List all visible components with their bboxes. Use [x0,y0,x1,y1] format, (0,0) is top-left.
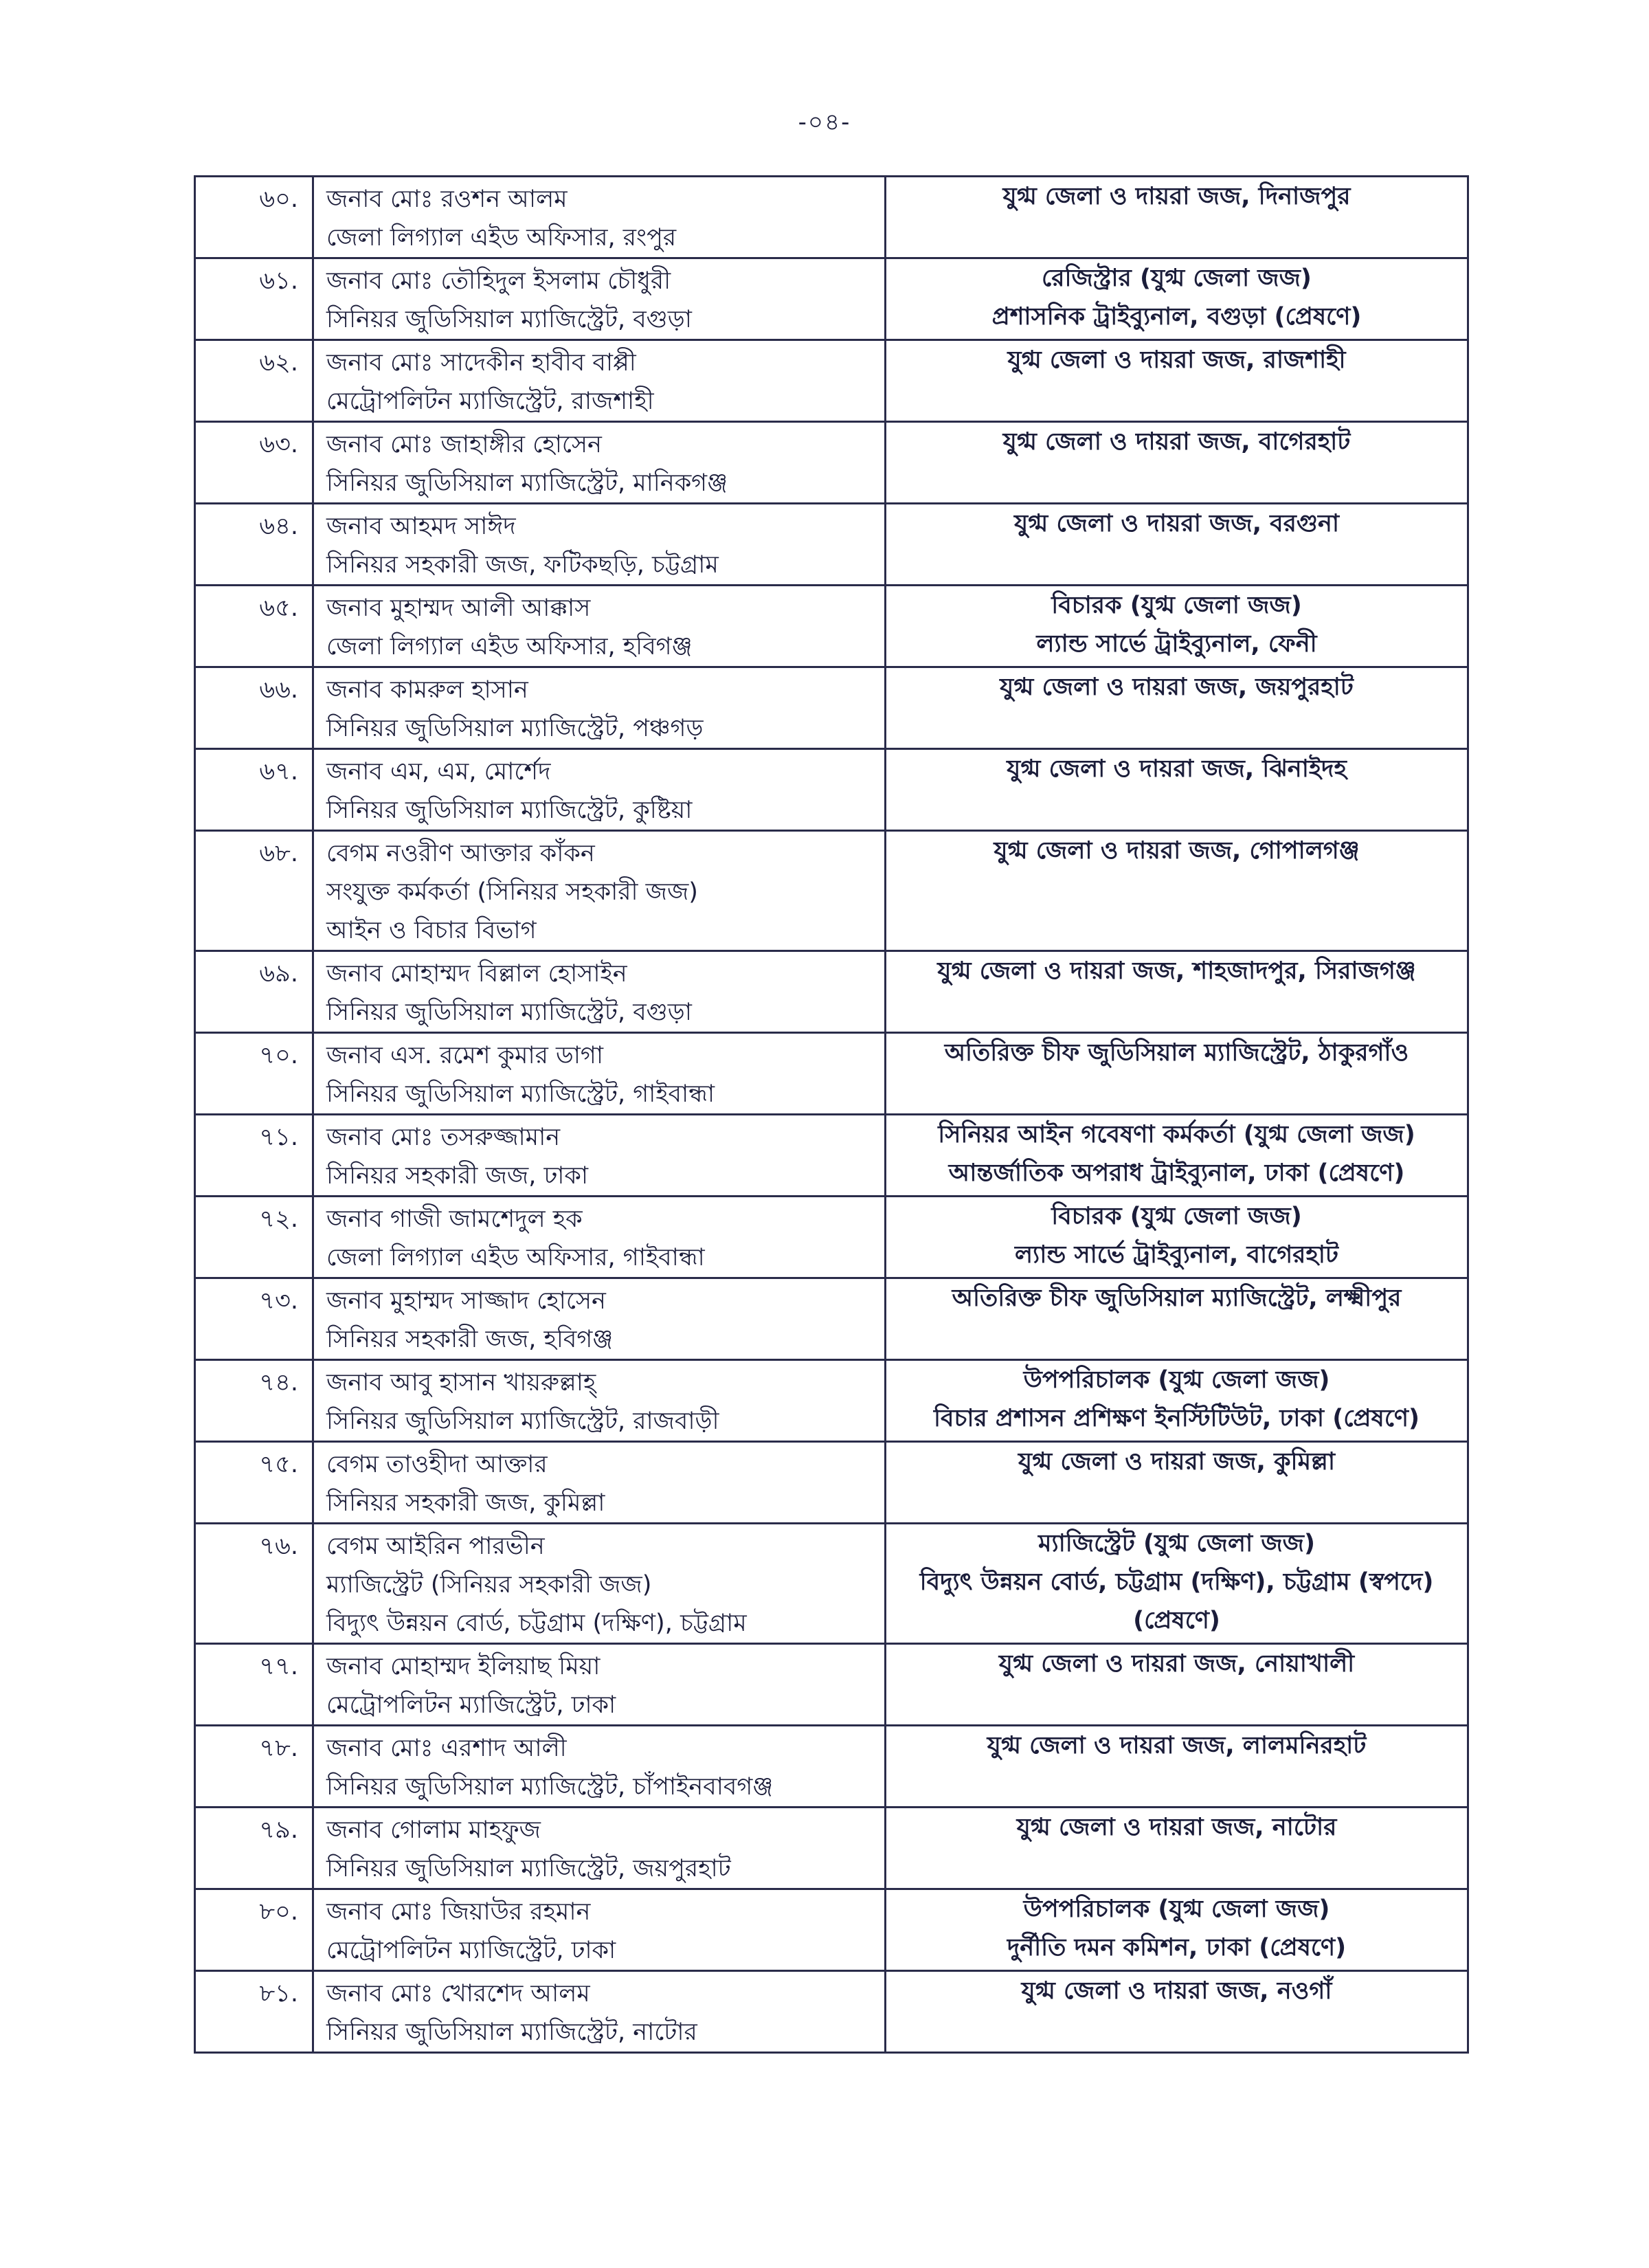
serial-number: ৬৭. [195,749,313,831]
current-posting-line: সিনিয়র জুডিসিয়াল ম্যাজিস্ট্রেট, নাটোর [326,2019,697,2046]
current-posting-line: মেট্রোপলিটন ম্যাজিস্ট্রেট, রাজশাহী [326,388,654,415]
officer-cell [313,1197,886,1278]
officer-name: বেগম আইরিন পারভীন [326,1533,545,1560]
officer-cell [313,1726,886,1808]
officer-cell [313,258,886,340]
new-posting-cell [886,340,1468,422]
new-posting-line: অতিরিক্ত চীফ জুডিসিয়াল ম্যাজিস্ট্রেট, লক্ষ্মীপুর [952,1285,1402,1312]
new-posting-line: ম্যাজিস্ট্রেট (যুগ্ম জেলা জজ) [1038,1530,1315,1557]
serial-number: ৭৮. [195,1726,313,1808]
officer-cell [313,340,886,422]
new-posting-cell [886,422,1468,504]
table-row [195,1197,1468,1278]
new-posting-line: অতিরিক্ত চীফ জুডিসিয়াল ম্যাজিস্ট্রেট, ঠাকুরগাঁও [944,1039,1409,1067]
serial-number: ৬৫. [195,586,313,667]
new-posting-line: বিচার প্রশাসন প্রশিক্ষণ ইনস্টিটিউট, ঢাকা (প্রেষণে) [933,1405,1420,1432]
table-row [195,951,1468,1033]
serial-number: ৬৯. [195,951,313,1033]
new-posting-line: যুগ্ম জেলা ও দায়রা জজ, নাটোর [1016,1814,1337,1841]
serial-number: ৭১. [195,1115,313,1197]
officer-name: জনাব কামরুল হাসান [326,676,528,704]
new-posting-line: বিদ্যুৎ উন্নয়ন বোর্ড, চট্টগ্রাম (দক্ষিণ), চট্টগ্রাম (স্বপদে) [919,1568,1434,1596]
serial-number: ৬০. [195,177,313,258]
current-posting-line: সংযুক্ত কর্মকর্তা (সিনিয়র সহকারী জজ) [326,878,698,906]
officer-cell [313,1644,886,1726]
new-posting-cell [886,1278,1468,1360]
officer-name: জনাব এম, এম, মোর্শেদ [326,758,551,786]
officer-name: জনাব মোঃ খোরশেদ আলম [326,1980,590,2008]
posting-order-table [194,175,1469,2054]
current-posting-line: মেট্রোপলিটন ম্যাজিস্ট্রেট, ঢাকা [326,1937,616,1964]
table-row [195,422,1468,504]
new-posting-line: যুগ্ম জেলা ও দায়রা জজ, শাহজাদপুর, সিরাজগঞ্জ [937,957,1416,985]
serial-number: ৭৫. [195,1442,313,1524]
officer-name: জনাব আহমদ সাঈদ [326,513,516,540]
serial-number: ৭৯. [195,1808,313,1889]
serial-number: ৮১. [195,1971,313,2053]
serial-number: ৭৭. [195,1644,313,1726]
new-posting-line: রেজিস্ট্রার (যুগ্ম জেলা জজ) [1042,265,1312,292]
new-posting-line: যুগ্ম জেলা ও দায়রা জজ, দিনাজপুর [1002,183,1351,210]
serial-number: ৭২. [195,1197,313,1278]
new-posting-cell [886,1360,1468,1442]
serial-number: ৬৩. [195,422,313,504]
current-posting-line: সিনিয়র জুডিসিয়াল ম্যাজিস্ট্রেট, চাঁপাইনবাবগঞ্জ [326,1773,774,1801]
table-row [195,749,1468,831]
new-posting-line: যুগ্ম জেলা ও দায়রা জজ, রাজশাহী [1007,346,1346,374]
current-posting-line: সিনিয়র জুডিসিয়াল ম্যাজিস্ট্রেট, কুষ্টিয়া [326,797,693,824]
officer-name: জনাব মুহাম্মদ সাজ্জাদ হোসেন [326,1287,606,1315]
new-posting-line: আন্তর্জাতিক অপরাধ ট্রাইব্যুনাল, ঢাকা (প্রেষণে) [948,1159,1405,1187]
table-row [195,504,1468,586]
current-posting-line: সিনিয়র জুডিসিয়াল ম্যাজিস্ট্রেট, জয়পুরহাট [326,1855,731,1882]
new-posting-cell [886,258,1468,340]
current-posting-line: বিদ্যুৎ উন্নয়ন বোর্ড, চট্টগ্রাম (দক্ষিণ), চট্টগ্রাম [326,1610,747,1637]
table-row [195,1971,1468,2053]
new-posting-line: বিচারক (যুগ্ম জেলা জজ) [1051,592,1302,619]
officer-name: বেগম নওরীণ আক্তার কাঁকন [326,840,595,867]
current-posting-line: সিনিয়র জুডিসিয়াল ম্যাজিস্ট্রেট, গাইবান্ধা [326,1080,715,1108]
new-posting-line: সিনিয়র আইন গবেষণা কর্মকর্তা (যুগ্ম জেলা জজ) [938,1121,1415,1148]
officer-name: জনাব মোঃ জাহাঙ্গীর হোসেন [326,431,602,458]
new-posting-line: উপপরিচালক (যুগ্ম জেলা জজ) [1023,1895,1330,1923]
current-posting-line: সিনিয়র জুডিসিয়াল ম্যাজিস্ট্রেট, মানিকগঞ্জ [326,469,728,497]
new-posting-line: যুগ্ম জেলা ও দায়রা জজ, বাগেরহাট [1002,428,1351,456]
officer-name: জনাব গোলাম মাহফুজ [326,1816,541,1844]
current-posting-line: সিনিয়র জুডিসিয়াল ম্যাজিস্ট্রেট, বগুড়া [326,999,692,1026]
current-posting-line: সিনিয়র জুডিসিয়াল ম্যাজিস্ট্রেট, পঞ্চগড় [326,715,704,742]
current-posting-line: আইন ও বিচার বিভাগ [326,917,537,944]
new-posting-cell [886,1644,1468,1726]
officer-cell [313,422,886,504]
new-posting-line: যুগ্ম জেলা ও দায়রা জজ, লালমনিরহাট [987,1732,1367,1759]
current-posting-line: সিনিয়র জুডিসিয়াল ম্যাজিস্ট্রেট, বগুড়া [326,306,692,333]
current-posting-line: সিনিয়র জুডিসিয়াল ম্যাজিস্ট্রেট, রাজবাড়ী [326,1408,719,1435]
officer-cell [313,831,886,951]
table-body [195,177,1468,2053]
officer-name: জনাব গাজী জামশেদুল হক [326,1205,583,1233]
officer-cell [313,1524,886,1644]
new-posting-line: ল্যান্ড সার্ভে ট্রাইব্যুনাল, বাগেরহাট [1014,1241,1339,1269]
new-posting-cell [886,1033,1468,1115]
new-posting-cell [886,1115,1468,1197]
new-posting-cell [886,667,1468,749]
new-posting-line: যুগ্ম জেলা ও দায়রা জজ, জয়পুরহাট [1000,674,1354,701]
officer-name: জনাব মোহাম্মদ ইলিয়াছ মিয়া [326,1653,601,1680]
table-row [195,1442,1468,1524]
current-posting-line: ম্যাজিস্ট্রেট (সিনিয়র সহকারী জজ) [326,1571,652,1599]
new-posting-cell [886,1442,1468,1524]
new-posting-line: উপপরিচালক (যুগ্ম জেলা জজ) [1023,1366,1330,1394]
new-posting-cell [886,177,1468,258]
officer-cell [313,177,886,258]
officer-name: জনাব মোঃ তসরুজ্জামান [326,1124,561,1151]
officer-cell [313,951,886,1033]
serial-number: ৬৬. [195,667,313,749]
new-posting-line: ল্যান্ড সার্ভে ট্রাইব্যুনাল, ফেনী [1036,630,1317,658]
new-posting-line: যুগ্ম জেলা ও দায়রা জজ, নওগাঁ [1021,1977,1332,2005]
officer-name: জনাব মোঃ রওশন আলম [326,186,568,213]
current-posting-line: সিনিয়র সহকারী জজ, হবিগঞ্জ [326,1326,614,1353]
table-row [195,831,1468,951]
officer-cell [313,1278,886,1360]
new-posting-cell [886,1524,1468,1644]
page-number: -০৪- [798,109,851,136]
table-row [195,1278,1468,1360]
new-posting-cell [886,1197,1468,1278]
table-row [195,1889,1468,1971]
new-posting-cell [886,504,1468,586]
officer-cell [313,1808,886,1889]
serial-number: ৭০. [195,1033,313,1115]
new-posting-cell [886,749,1468,831]
new-posting-cell [886,1808,1468,1889]
current-posting-line: সিনিয়র সহকারী জজ, কুমিল্লা [326,1489,605,1517]
new-posting-line: যুগ্ম জেলা ও দায়রা জজ, ঝিনাইদহ [1007,755,1347,783]
new-posting-cell [886,1726,1468,1808]
table-row [195,1644,1468,1726]
table-row [195,1808,1468,1889]
table-row [195,340,1468,422]
new-posting-cell [886,1889,1468,1971]
officer-cell [313,1971,886,2053]
new-posting-line: যুগ্ম জেলা ও দায়রা জজ, নোয়াখালী [998,1650,1355,1678]
table-row [195,1726,1468,1808]
new-posting-line: প্রশাসনিক ট্রাইব্যুনাল, বগুড়া (প্রেষণে) [991,303,1362,331]
new-posting-line: যুগ্ম জেলা ও দায়রা জজ, বরগুনা [1014,510,1339,537]
officer-cell [313,1889,886,1971]
officer-name: জনাব মোঃ এরশাদ আলী [326,1735,567,1762]
table-row [195,1524,1468,1644]
officer-name: জনাব এস. রমেশ কুমার ডাগা [326,1042,603,1069]
officer-name: জনাব মোঃ সাদেকীন হাবীব বাপ্পী [326,349,636,377]
serial-number: ৬১. [195,258,313,340]
current-posting-line: সিনিয়র সহকারী জজ, ঢাকা [326,1162,589,1190]
officer-cell [313,749,886,831]
serial-number: ৬২. [195,340,313,422]
officer-name: বেগম তাওহীদা আক্তার [326,1451,548,1478]
table-row [195,586,1468,667]
officer-name: জনাব আবু হাসান খায়রুল্লাহ্ [326,1369,596,1397]
officer-cell [313,1442,886,1524]
serial-number: ৭৩. [195,1278,313,1360]
officer-name: জনাব মোহাম্মদ বিল্লাল হোসাইন [326,960,627,988]
table-row [195,1360,1468,1442]
current-posting-line: জেলা লিগ্যাল এইড অফিসার, গাইবান্ধা [326,1244,705,1271]
new-posting-cell [886,951,1468,1033]
officer-cell [313,1033,886,1115]
table-row [195,1033,1468,1115]
serial-number: ৬৮. [195,831,313,951]
new-posting-cell [886,1971,1468,2053]
new-posting-cell [886,831,1468,951]
officer-cell [313,504,886,586]
current-posting-line: জেলা লিগ্যাল এইড অফিসার, রংপুর [326,224,677,252]
new-posting-line: বিচারক (যুগ্ম জেলা জজ) [1051,1203,1302,1230]
current-posting-line: মেট্রোপলিটন ম্যাজিস্ট্রেট, ঢাকা [326,1691,616,1719]
new-posting-cell [886,586,1468,667]
new-posting-line: দুর্নীতি দমন কমিশন, ঢাকা (প্রেষণে) [1007,1934,1347,1961]
officer-cell [313,1115,886,1197]
table-row [195,177,1468,258]
serial-number: ৮০. [195,1889,313,1971]
table-row [195,258,1468,340]
new-posting-line: যুগ্ম জেলা ও দায়রা জজ, গোপালগঞ্জ [994,837,1360,865]
table-row [195,1115,1468,1197]
new-posting-line: যুগ্ম জেলা ও দায়রা জজ, কুমিল্লা [1018,1448,1336,1476]
serial-number: ৭৪. [195,1360,313,1442]
officer-cell [313,586,886,667]
serial-number: ৭৬. [195,1524,313,1644]
officer-cell [313,667,886,749]
officer-name: জনাব মোঃ তৌহিদুল ইসলাম চৌধুরী [326,267,671,295]
officer-name: জনাব মোঃ জিয়াউর রহমান [326,1898,591,1926]
current-posting-line: জেলা লিগ্যাল এইড অফিসার, হবিগঞ্জ [326,633,693,660]
new-posting-line: (প্রেষণে) [1133,1607,1220,1634]
officer-name: জনাব মুহাম্মদ আলী আক্কাস [326,594,591,622]
table-row [195,667,1468,749]
serial-number: ৬৪. [195,504,313,586]
current-posting-line: সিনিয়র সহকারী জজ, ফটিকছড়ি, চট্টগ্রাম [326,551,719,579]
officer-cell [313,1360,886,1442]
